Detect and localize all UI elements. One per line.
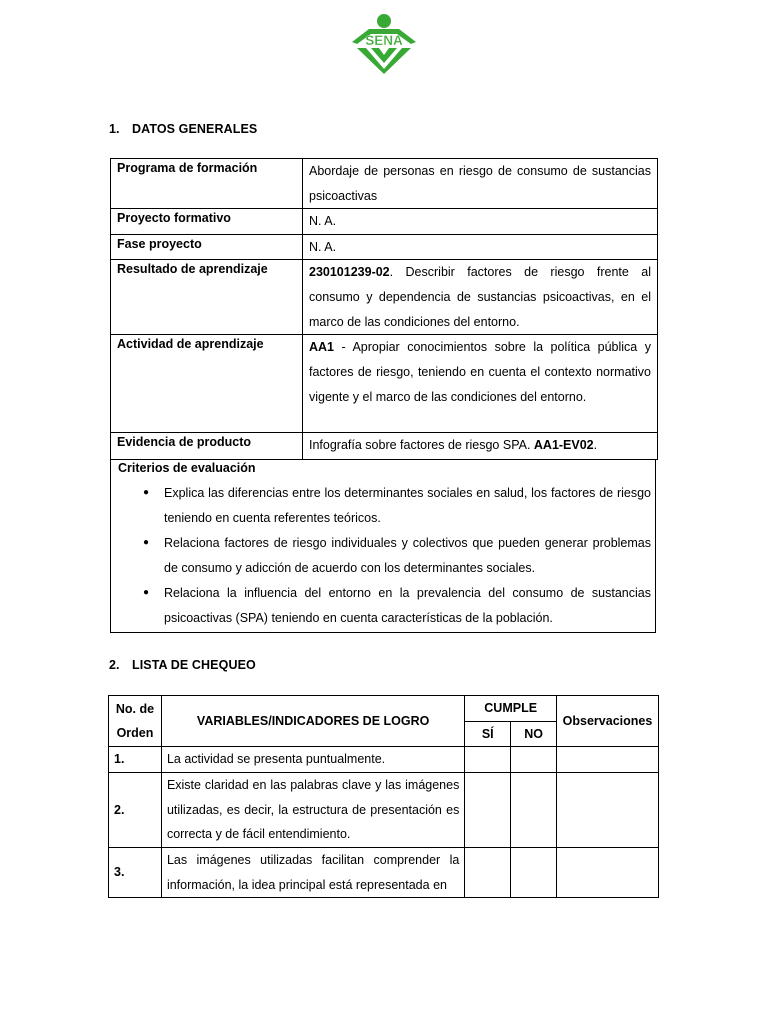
- list-item-text: Explica las diferencias entre los determinantes sociales en salud, los factores de riesgo teniendo en cuenta referentes teóricos.: [164, 486, 651, 525]
- observaciones-cell[interactable]: [557, 747, 659, 773]
- logo-head: [377, 14, 391, 28]
- check-si-cell[interactable]: [465, 773, 511, 848]
- list-item-text: Relaciona la influencia del entorno en la prevalencia del consumo de sustancias psicoactivas (SPA) teniendo en cuenta características de la población.: [164, 586, 651, 625]
- observaciones-cell[interactable]: [557, 847, 659, 897]
- evidencia-code: AA1-EV02: [533, 438, 594, 453]
- table-row: [109, 773, 659, 848]
- header-variables: VARIABLES/INDICADORES DE LOGRO: [161, 696, 464, 747]
- table-row: [109, 847, 659, 897]
- row-indicator: Existe claridad en las palabras clave y las imágenes utilizadas, es decir, la estructura de presentación es correcta y de fácil entendimiento.: [161, 773, 464, 848]
- bullet-icon: ●: [143, 487, 150, 498]
- table-row: [111, 159, 658, 209]
- table-header-row: [109, 696, 659, 722]
- row-label: Programa de formación: [111, 159, 303, 209]
- table-row: [111, 234, 658, 260]
- bullet-icon: ●: [143, 587, 150, 599]
- list-item-text: Relaciona factores de riesgo individuales y colectivos que pueden generar problemas de consumo y adicción de acuerdo con los determinantes sociales.: [164, 536, 651, 575]
- row-value: Abordaje de personas en riesgo de consumo de sustancias psicoactivas: [303, 159, 658, 209]
- row-value: [303, 335, 658, 433]
- row-value: N. A.: [303, 209, 658, 235]
- evidencia-end: .: [593, 438, 598, 453]
- evidencia-text: Infografía sobre factores de riesgo SPA.: [309, 438, 534, 453]
- criterios-list: [143, 481, 651, 632]
- row-label: Proyecto formativo: [111, 209, 303, 235]
- list-item: [143, 481, 651, 530]
- section-heading-lista-chequeo: [109, 658, 256, 672]
- bullet-icon: ●: [143, 537, 150, 549]
- table-row: [111, 209, 658, 235]
- actividad-text: - Apropiar conocimientos sobre la política pública y factores de riesgo, teniendo en cuenta el contexto normativo vigente y el marco de las condiciones del entorno.: [309, 340, 651, 404]
- check-no-cell[interactable]: [511, 847, 557, 897]
- logo-text: SENA: [365, 33, 403, 48]
- row-number: 3.: [109, 847, 162, 897]
- list-item: [143, 581, 651, 630]
- check-no-cell[interactable]: [511, 747, 557, 773]
- lista-chequeo-table: [108, 695, 659, 898]
- row-label: Resultado de aprendizaje: [111, 260, 303, 335]
- criterios-title: Criterios de evaluación: [118, 461, 256, 475]
- criterios-evaluacion-box: [110, 459, 656, 633]
- row-label: Actividad de aprendizaje: [111, 335, 303, 433]
- row-number: 2.: [109, 773, 162, 848]
- row-number: 1.: [109, 747, 162, 773]
- row-label: Fase proyecto: [111, 234, 303, 260]
- actividad-code: AA1: [309, 340, 335, 355]
- section-heading-datos-generales: [109, 122, 257, 136]
- row-value: [303, 433, 658, 460]
- row-label: Evidencia de producto: [111, 433, 303, 460]
- table-row: [111, 433, 658, 460]
- header-no: NO: [511, 721, 557, 747]
- row-value: [303, 260, 658, 335]
- row-indicator: La actividad se presenta puntualmente.: [161, 747, 464, 773]
- table-row: [109, 747, 659, 773]
- observaciones-cell[interactable]: [557, 773, 659, 848]
- resultado-code: 230101239-02: [309, 265, 390, 280]
- list-item: [143, 531, 651, 580]
- section-number: 2.: [109, 658, 120, 672]
- section-title: DATOS GENERALES: [132, 122, 258, 136]
- row-indicator: Las imágenes utilizadas facilitan comprender la información, la idea principal está representada en: [161, 847, 464, 897]
- resultado-text: . Describir factores de riesgo frente al consumo y dependencia de sustancias psicoactivas, en el marco de las condiciones del entorno.: [309, 265, 651, 329]
- header-cumple: CUMPLE: [465, 696, 557, 722]
- sena-logo: [349, 12, 419, 74]
- header-si: SÍ: [465, 721, 511, 747]
- header-orden: No. de Orden: [109, 696, 162, 747]
- row-value: N. A.: [303, 234, 658, 260]
- section-title: LISTA DE CHEQUEO: [132, 658, 256, 672]
- header-observaciones: Observaciones: [557, 696, 659, 747]
- check-no-cell[interactable]: [511, 773, 557, 848]
- datos-generales-table: [110, 158, 658, 460]
- section-number: 1.: [109, 122, 120, 136]
- table-row: [111, 335, 658, 433]
- check-si-cell[interactable]: [465, 847, 511, 897]
- table-row: [111, 260, 658, 335]
- check-si-cell[interactable]: [465, 747, 511, 773]
